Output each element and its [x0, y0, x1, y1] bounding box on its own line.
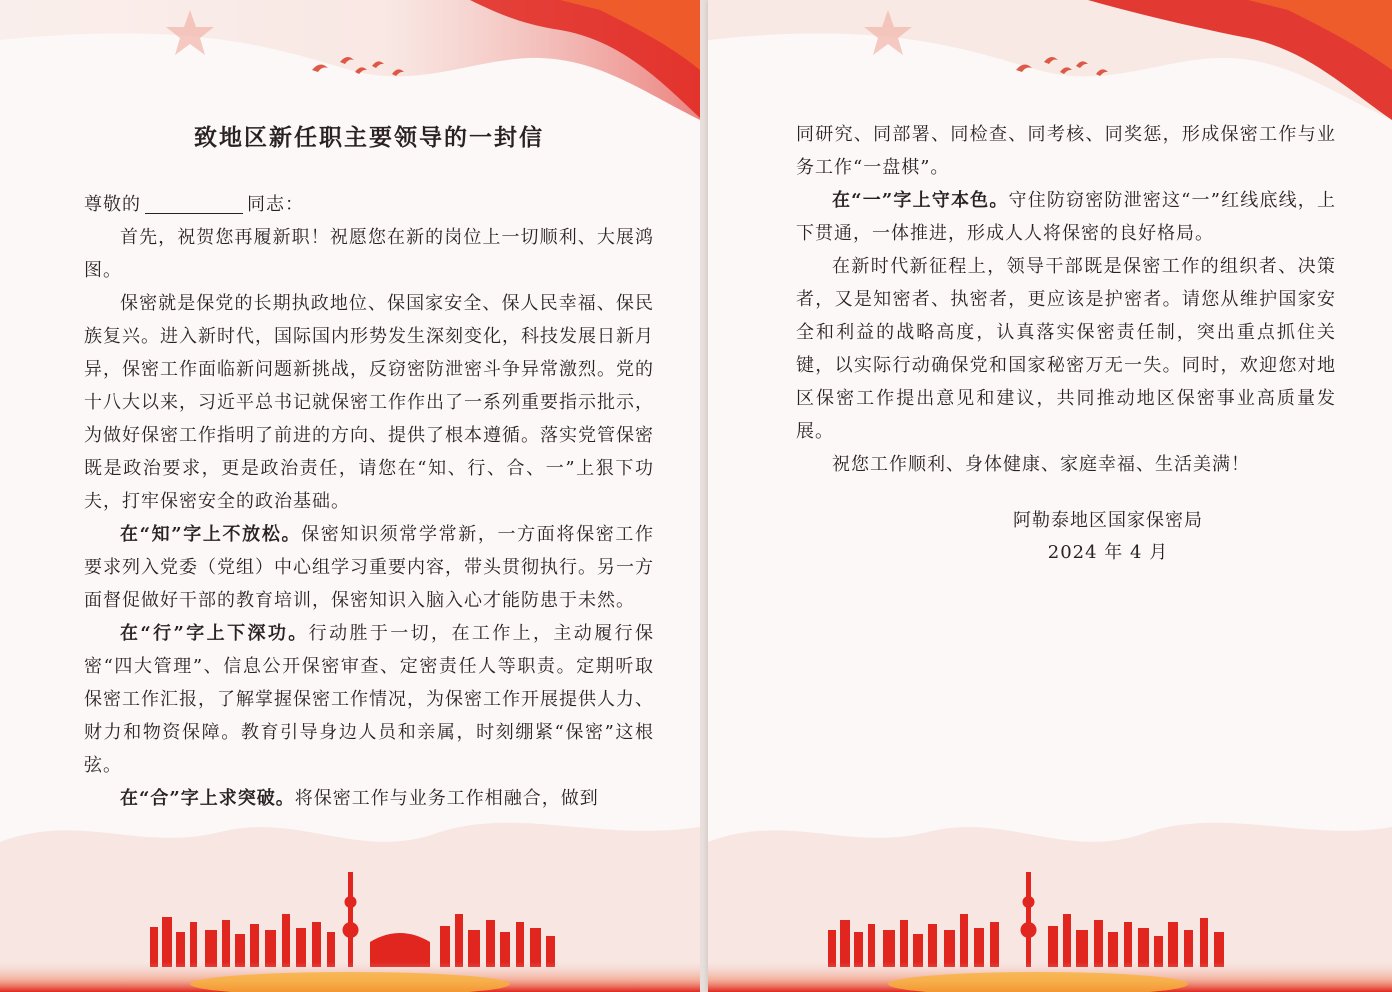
heading-zhi: 在“知”字上不放松。 — [120, 524, 302, 545]
body-xing: 行动胜于一切，在工作上，主动履行保密“四大管理”、信息公开保密审查、定密责任人等职责。定期听取保密工作汇报，了解掌握保密工作情况，为保密工作开展提供人力、财力和物资保障。教育引导身边人员和亲属，时刻绷紧“保密”这根弦。 — [84, 623, 654, 776]
page-gap — [700, 0, 708, 992]
name-blank-line — [145, 193, 243, 214]
letter-page-2 — [708, 0, 1392, 992]
paragraph-he-continued: 同研究、同部署、同检查、同考核、同奖惩，形成保密工作与业务工作“一盘棋”。 — [796, 124, 1336, 178]
paragraph-yi — [796, 184, 1336, 250]
paragraph-zhi — [84, 518, 654, 617]
paragraph-new-era: 在新时代新征程上，领导干部既是保密工作的组织者、决策者，又是知密者、执密者，更应该是护密者。请您从维护国家安全和利益的战略高度，认真落实保密责任制，突出重点抓住关键，以实际行动确保党和国家秘密万无一失。同时，欢迎您对地区保密工作提出意见和建议，共同推动地区保密事业高质量发展。 — [796, 256, 1336, 442]
city-skyline-footer — [708, 802, 1392, 992]
letter-body-page-2 — [796, 118, 1336, 481]
salutation-prefix: 尊敬的 — [84, 194, 141, 215]
paragraph-congratulations: 首先，祝贺您再履新职！祝愿您在新的岗位上一切顺利、大展鸿图。 — [84, 227, 654, 281]
paragraph-xing — [84, 617, 654, 782]
heading-yi: 在“一”字上守本色。 — [832, 190, 1009, 211]
star-icon — [166, 10, 214, 55]
salutation — [84, 188, 654, 221]
body-zhi: 保密知识须常学常新，一方面将保密工作要求列入党委（党组）中心组学习重要内容，带头贯彻执行。另一方面督促做好干部的教育培训，保密知识入脑入心才能防患于未然。 — [84, 524, 654, 611]
letter-body-page-1 — [84, 118, 654, 815]
star-icon — [864, 10, 912, 55]
salutation-suffix: 同志： — [247, 194, 304, 215]
flying-birds-icon — [312, 57, 404, 76]
heading-he: 在“合”字上求突破。 — [120, 788, 295, 809]
paragraph-introduction: 保密就是保党的长期执政地位、保国家安全、保人民幸福、保民族复兴。进入新时代，国际国内形势发生深刻变化，科技发展日新月异，保密工作面临新问题新挑战，反窃密防泄密斗争异常激烈。党的十八大以来，习近平总书记就保密工作作出了一系列重要指示批示，为做好保密工作指明了前进的方向、提供了根本遵循。落实党管保密既是政治要求，更是政治责任，请您在“知、行、合、一”上狠下功夫，打牢保密安全的政治基础。 — [84, 293, 654, 512]
signature-organization: 阿勒泰地区国家保密局 — [1013, 510, 1203, 531]
heading-xing: 在“行”字上下深功。 — [120, 623, 309, 644]
letter-title: 致地区新任职主要领导的一封信 — [194, 124, 544, 151]
city-skyline-footer — [0, 802, 700, 992]
paragraph-wishes: 祝您工作顺利、身体健康、家庭幸福、生活美满！ — [832, 454, 1250, 475]
body-yi: 守住防窃密防泄密这“一”红线底线，上下贯通，一体推进，形成人人将保密的良好格局。 — [796, 190, 1336, 244]
body-he: 将保密工作与业务工作相融合，做到 — [294, 788, 599, 809]
signature-date: 2024 年 4 月 — [1047, 542, 1169, 563]
flying-birds-icon — [1016, 57, 1108, 76]
paragraph-he — [84, 782, 654, 815]
